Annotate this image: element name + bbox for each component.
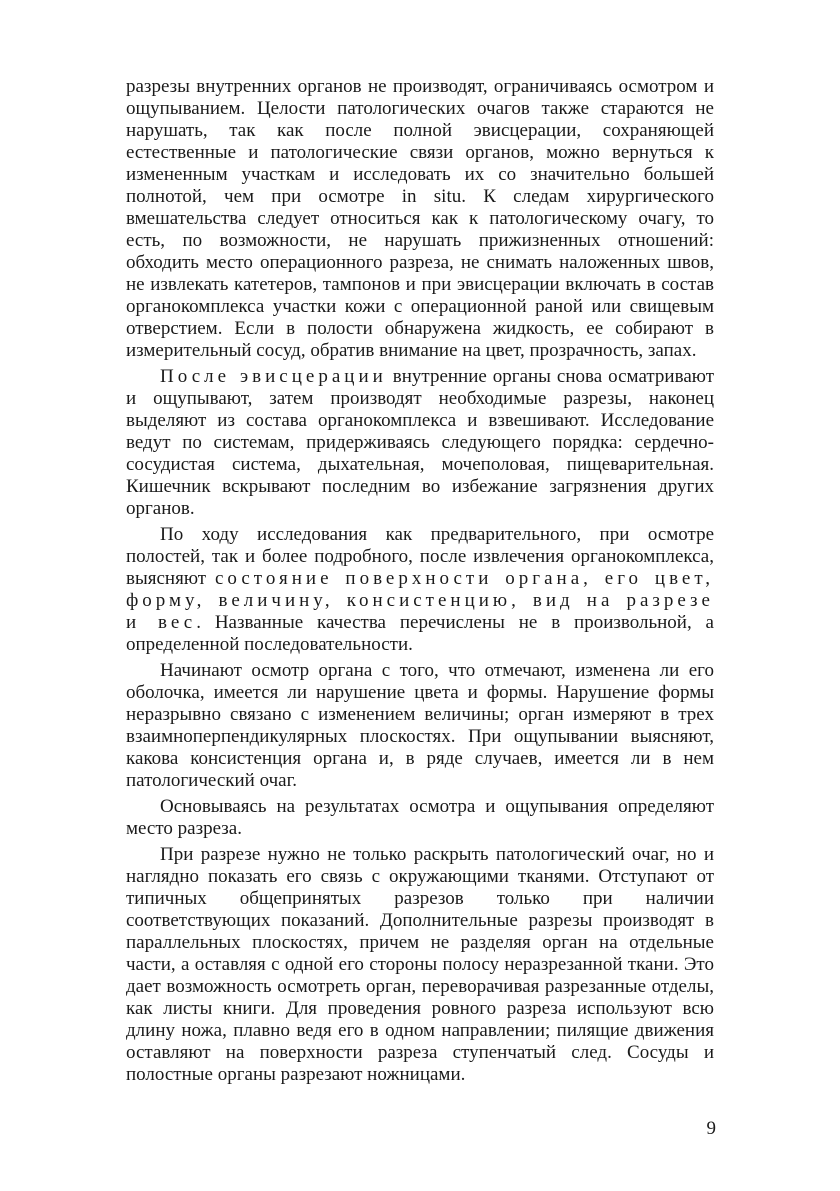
body-text — [126, 76, 714, 1086]
paragraph-text: . Названные качества перечислены не в произвольной, а определенной последовательности. — [126, 612, 714, 655]
paragraph-text: При разрезе нужно не только раскрыть патологический очаг, но и наглядно показать его связь с окружающими тканями. Отступают от типичных общепринятых разрезов только при наличии соответствующих показаний. Дополнительные разрезы производят в параллельных плоскостях, причем не разделяя орган на отдельные части, а оставляя с одной его стороны полосу неразрезанной ткани. Это дает возможность осмотреть орган, переворачивая разрезанные отделы, как листы книги. Для проведения ровного разреза используют всю длину ножа, плавно ведя его в одном направлении; пилящие движения оставляют на поверхности разреза ступенчатый след. Сосуды и полостные органы разрезают ножницами. — [126, 844, 714, 1085]
paragraph-text: Начинают осмотр органа с того, что отмечают, изменена ли его оболочка, имеется ли нарушение цвета и формы. Нарушение формы неразрывно связано с изменением величины; орган измеряют в трех взаимноперпендикулярных плоскостях. При ощупывании выясняют, какова консистенция органа и, в ряде случаев, имеется ли в нем патологический очаг. — [126, 660, 714, 791]
page-number: 9 — [706, 1118, 716, 1139]
paragraph-text: По ходу исследования как предварительного, при осмотре полостей, так и более подробного, после извлечения органокомплекса, выясняют — [126, 524, 714, 589]
paragraph-5 — [126, 796, 714, 840]
paragraph-text: разрезы внутренних органов не производят, ограничиваясь осмотром и ощупыванием. Целости патологических очагов также стараются не нарушать, так как после полной эвисцерации, сохраняющей естественные и патологические связи органов, можно вернуться к измененным участкам и исследовать их со значительно большей полнотой, чем при осмотре in situ. К следам хирургического вмешательства следует относиться как к патологическому очагу, то есть, по возможности, не нарушать прижизненных отношений: обходить место операционного разреза, не снимать наложенных швов, не извлекать катетеров, тампонов и при эвисцерации включать в состав органокомплекса участки кожи с операционной раной или свищевым отверстием. Если в полости обнаружена жидкость, ее собирают в измерительный сосуд, обратив внимание на цвет, прозрачность, запах. — [126, 76, 714, 361]
paragraph-2 — [126, 366, 714, 520]
spaced-emphasis: состояние поверхности органа, его цвет, форму, величину, консистенцию, вид на разрезе и вес — [126, 568, 714, 633]
paragraph-text: внутренние органы снова осматривают и ощупывают, затем производят необходимые разрезы, наконец выделяют из состава органокомплекса и взвешивают. Исследование ведут по системам, придерживаясь следующего порядка: сердечно-сосудистая система, дыхательная, мочеполовая, пищеварительная. Кишечник вскрывают последним во избежание загрязнения других органов. — [126, 366, 715, 519]
paragraph-3 — [126, 524, 714, 656]
spaced-emphasis: После эвисцерации — [160, 366, 387, 387]
paragraph-1 — [126, 76, 714, 362]
paragraph-text: Основываясь на результатах осмотра и ощупывания определяют место разреза. — [126, 796, 714, 839]
paragraph-6 — [126, 844, 714, 1086]
paragraph-4 — [126, 660, 714, 792]
